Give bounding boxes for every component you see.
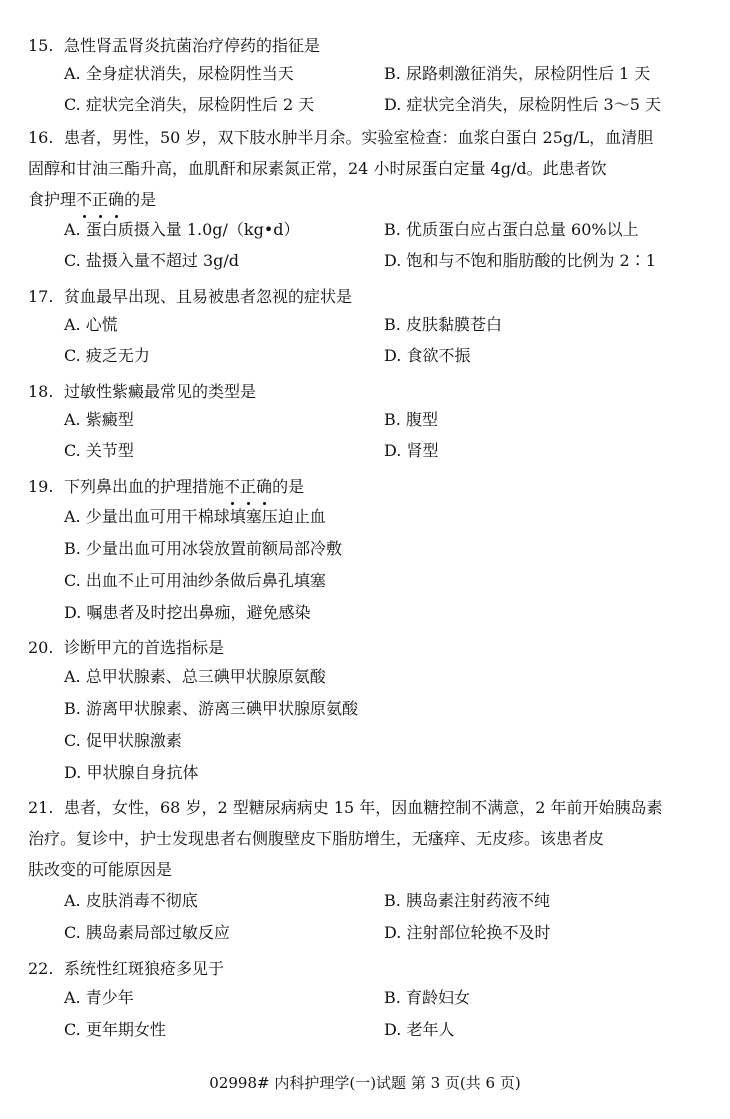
option-label: D.	[384, 346, 402, 365]
question-stem-line: 肤改变的可能原因是	[28, 860, 173, 879]
question-number: 20.	[28, 638, 54, 657]
option-b[interactable]	[384, 407, 438, 430]
option-label: A.	[64, 64, 81, 83]
option-text: 皮肤黏膜苍白	[405, 315, 502, 334]
option-label: D.	[384, 923, 402, 942]
option-label: A.	[64, 988, 81, 1007]
option-text: 腹型	[405, 410, 438, 429]
option-label: B.	[384, 64, 401, 83]
option-text: 嘱患者及时挖出鼻痂，避免感染	[86, 603, 311, 622]
option-label: D.	[64, 763, 82, 782]
question-number: 18.	[28, 382, 54, 401]
question-stem: 患者，女性，68 岁，2 型糖尿病病史 15 年，因血糖控制不满意，2 年前开始胰岛素	[64, 798, 663, 817]
option-label: A.	[64, 891, 81, 910]
option-label: D.	[64, 603, 82, 622]
question-21	[28, 792, 704, 885]
option-text: 心慌	[85, 315, 118, 334]
option-label: B.	[384, 988, 401, 1007]
option-text: 游离甲状腺素、游离三碘甲状腺原氨酸	[85, 699, 358, 718]
option-d[interactable]	[384, 343, 470, 366]
option-b[interactable]	[384, 61, 650, 84]
option-d[interactable]	[64, 600, 310, 623]
option-label: D.	[384, 441, 402, 460]
option-d[interactable]	[384, 248, 656, 271]
question-16	[28, 122, 704, 215]
emphasis-char: 不	[224, 471, 240, 502]
option-label: C.	[64, 731, 81, 750]
option-text: 注射部位轮换不及时	[406, 923, 551, 942]
option-text: 少量出血可用干棉球填塞压迫止血	[85, 507, 326, 526]
question-stem: 贫血最早出现、且易被患者忽视的症状是	[64, 287, 353, 306]
option-a[interactable]	[64, 312, 118, 335]
option-text: 肾型	[406, 441, 439, 460]
question-20	[28, 632, 704, 663]
question-number: 21.	[28, 798, 54, 817]
option-a[interactable]	[64, 61, 294, 84]
option-text: 优质蛋白应占蛋白总量 60%以上	[405, 220, 639, 239]
question-stem-end: 的是	[124, 190, 157, 209]
emphasis-char: 正	[240, 471, 256, 502]
emphasis-char: 确	[108, 184, 124, 215]
option-label: B.	[384, 891, 401, 910]
option-text: 甲状腺自身抗体	[86, 763, 199, 782]
option-d[interactable]	[64, 760, 198, 783]
option-text: 尿路刺激征消失，尿检阴性后 1 天	[405, 64, 651, 83]
option-a[interactable]	[64, 664, 326, 687]
option-text: 疲乏无力	[85, 346, 150, 365]
question-number: 17.	[28, 287, 54, 306]
question-stem-line: 固醇和甘油三酯升高，血肌酐和尿素氮正常，24 小时尿蛋白定量 4g/d。此患者饮	[28, 159, 607, 178]
option-c[interactable]	[64, 343, 150, 366]
option-a[interactable]	[64, 985, 134, 1008]
option-text: 盐摄入量不超过 3g/d	[85, 251, 240, 270]
option-label: D.	[384, 251, 402, 270]
option-text: 饱和与不饱和脂肪酸的比例为 2∶1	[406, 251, 656, 270]
option-a[interactable]	[64, 407, 134, 430]
option-label: A.	[64, 507, 81, 526]
option-d[interactable]	[384, 92, 661, 115]
question-stem-tail: 食护理	[28, 190, 77, 209]
option-b[interactable]	[64, 536, 342, 559]
option-text: 育龄妇女	[405, 988, 470, 1007]
option-text: 症状完全消失，尿检阴性后 2 天	[85, 95, 315, 114]
question-number: 22.	[28, 959, 54, 978]
option-text: 更年期女性	[85, 1020, 166, 1039]
option-label: A.	[64, 315, 81, 334]
option-text: 少量出血可用冰袋放置前额局部冷敷	[85, 539, 342, 558]
question-stem: 诊断甲亢的首选指标是	[64, 638, 225, 657]
option-b[interactable]	[384, 888, 550, 911]
option-label: D.	[384, 1020, 402, 1039]
option-text: 促甲状腺激素	[85, 731, 182, 750]
option-b[interactable]	[384, 985, 470, 1008]
question-number: 16.	[28, 128, 54, 147]
option-label: B.	[64, 539, 81, 558]
option-text: 出血不止可用油纱条做后鼻孔填塞	[85, 571, 326, 590]
option-text: 关节型	[85, 441, 134, 460]
option-d[interactable]	[384, 1017, 454, 1040]
question-stem: 过敏性紫癜最常见的类型是	[64, 382, 257, 401]
option-label: A.	[64, 220, 81, 239]
option-label: C.	[64, 1020, 81, 1039]
option-b[interactable]	[384, 217, 639, 240]
emphasis-char: 确	[256, 471, 272, 502]
option-label: C.	[64, 346, 81, 365]
question-stem: 系统性红斑狼疮多见于	[64, 959, 225, 978]
option-c[interactable]	[64, 728, 182, 751]
option-text: 全身症状消失，尿检阴性当天	[85, 64, 294, 83]
option-text: 蛋白质摄入量 1.0g/（kg•d）	[85, 220, 300, 239]
option-a[interactable]	[64, 888, 198, 911]
question-stem: 急性肾盂肾炎抗菌治疗停药的指征是	[64, 36, 321, 55]
option-label: A.	[64, 410, 81, 429]
option-label: C.	[64, 923, 81, 942]
option-text: 症状完全消失，尿检阴性后 3～5 天	[406, 95, 661, 114]
question-stem: 患者，男性，50 岁，双下肢水肿半月余。实验室检查：血浆白蛋白 25g/L，血清胆	[64, 128, 654, 147]
page-footer: 02998# 内科护理学(一)试题 第 3 页(共 6 页)	[209, 1074, 521, 1092]
question-stem: 下列鼻出血的护理措施	[64, 477, 225, 496]
emphasis-char: 正	[92, 184, 108, 215]
option-label: B.	[384, 220, 401, 239]
option-label: C.	[64, 441, 81, 460]
option-label: A.	[64, 667, 81, 686]
question-22	[28, 953, 704, 984]
question-number: 19.	[28, 477, 54, 496]
option-d[interactable]	[384, 920, 550, 943]
option-text: 总甲状腺素、总三碘甲状腺原氨酸	[85, 667, 326, 686]
question-18	[28, 376, 704, 407]
option-label: C.	[64, 251, 81, 270]
option-label: C.	[64, 571, 81, 590]
question-stem-line: 治疗。复诊中，护士发现患者右侧腹壁皮下脂肪增生，无瘙痒、无皮疹。该患者皮	[28, 829, 605, 848]
option-text: 食欲不振	[406, 346, 471, 365]
option-label: B.	[384, 410, 401, 429]
emphasis-char: 不	[76, 184, 92, 215]
option-c[interactable]	[64, 438, 134, 461]
option-text: 胰岛素注射药液不纯	[405, 891, 550, 910]
option-text: 紫癜型	[85, 410, 134, 429]
option-text: 青少年	[85, 988, 134, 1007]
option-text: 皮肤消毒不彻底	[85, 891, 198, 910]
option-b[interactable]	[384, 312, 502, 335]
option-label: B.	[384, 315, 401, 334]
option-label: B.	[64, 699, 81, 718]
question-15	[28, 30, 704, 61]
option-d[interactable]	[384, 438, 438, 461]
question-19	[28, 471, 704, 502]
option-label: D.	[384, 95, 402, 114]
option-c[interactable]	[64, 92, 314, 115]
option-b[interactable]	[64, 696, 358, 719]
option-c[interactable]	[64, 248, 239, 271]
option-text: 老年人	[406, 1020, 455, 1039]
option-a[interactable]	[64, 504, 326, 527]
option-label: C.	[64, 95, 81, 114]
option-c[interactable]	[64, 568, 326, 591]
option-c[interactable]	[64, 1017, 166, 1040]
option-c[interactable]	[64, 920, 230, 943]
option-text: 胰岛素局部过敏反应	[85, 923, 230, 942]
question-stem-end: 的是	[272, 477, 305, 496]
question-number: 15.	[28, 36, 54, 55]
option-a[interactable]	[64, 217, 300, 240]
question-17	[28, 281, 704, 312]
